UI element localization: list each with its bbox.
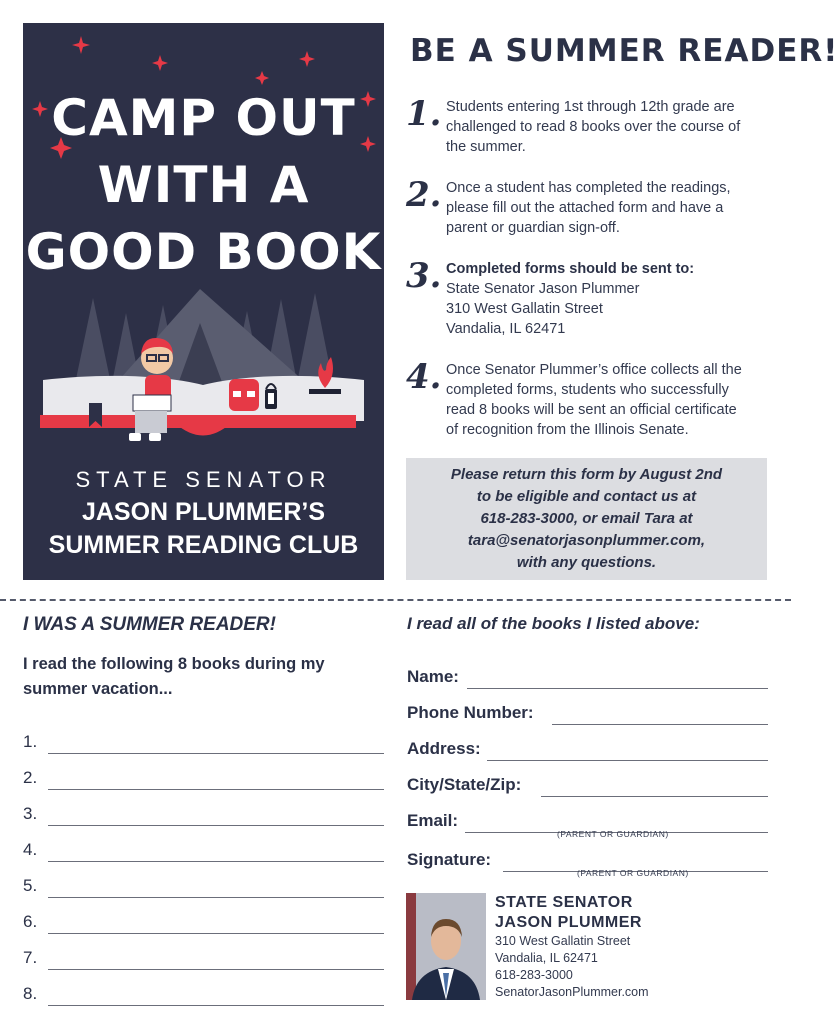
signature-hint: (PARENT OR GUARDIAN)	[577, 868, 689, 878]
contact-address: 310 West Gallatin Street	[495, 934, 631, 948]
step-number: 2.	[406, 175, 442, 215]
book-title-field[interactable]	[48, 825, 384, 826]
contact-name-line: STATE SENATOR	[495, 894, 633, 911]
name-row	[407, 667, 768, 691]
confirmation-title: I read all of the books I listed above:	[407, 614, 700, 633]
phone-row	[407, 703, 768, 727]
notice-line: to be eligible and contact us at	[476, 488, 697, 505]
poster-club-line: JASON PLUMMER’S	[81, 498, 326, 526]
address-label: Address:	[407, 739, 481, 758]
book-title-field[interactable]	[48, 861, 384, 862]
address-field[interactable]	[487, 760, 768, 761]
poster-title-line: GOOD BOOK	[25, 223, 382, 281]
poster-title-line: CAMP OUT	[51, 89, 356, 147]
book-title-field[interactable]	[48, 789, 384, 790]
step-number: 4.	[406, 357, 442, 397]
book-entry-line[interactable]	[23, 876, 384, 900]
notice-line: with any questions.	[516, 554, 657, 571]
senator-contact	[495, 893, 775, 1001]
poster-senator-line: STATE SENATOR	[75, 467, 332, 492]
city-row	[407, 775, 768, 799]
book-number: 4.	[23, 840, 38, 859]
book-number: 6.	[23, 912, 38, 931]
book-entry-line[interactable]	[23, 840, 384, 864]
poster-title-line: WITH A	[97, 156, 310, 214]
star-icon	[72, 36, 90, 54]
contact-website[interactable]: SenatorJasonPlummer.com	[495, 985, 649, 999]
phone-field[interactable]	[552, 724, 768, 725]
cut-line-divider	[0, 599, 791, 601]
book-number: 2.	[23, 768, 38, 787]
star-icon	[255, 71, 269, 85]
book-number: 5.	[23, 876, 38, 895]
reader-section-subtitle: I read the following 8 books during my summer vacation...	[23, 655, 325, 698]
book-number: 1.	[23, 732, 38, 751]
step-text: Completed forms should be sent to: State Senator Jason Plummer 310 West Gallatin Street Vandalia, IL 62471	[446, 261, 695, 337]
book-title-field[interactable]	[48, 969, 384, 970]
backpack-icon	[229, 379, 259, 411]
poster	[23, 23, 384, 580]
book-entry-line[interactable]	[23, 804, 384, 828]
book-entry-line[interactable]	[23, 732, 384, 756]
book-number: 3.	[23, 804, 38, 823]
senator-portrait	[406, 893, 486, 1000]
notice-line: tara@senatorjasonplummer.com,	[467, 532, 706, 549]
signature-label: Signature:	[407, 850, 492, 869]
city-state-zip-label: City/State/Zip:	[407, 775, 522, 794]
notice-line: 618-283-3000, or email Tara at	[480, 510, 693, 527]
book-entry-line[interactable]	[23, 948, 384, 972]
book-number: 7.	[23, 948, 38, 967]
return-notice-box	[406, 458, 767, 580]
contact-phone: 618-283-3000	[495, 968, 573, 982]
step-number: 1.	[406, 94, 442, 134]
address-row	[407, 739, 768, 763]
book-number: 8.	[23, 984, 38, 1003]
book-entry-line[interactable]	[23, 912, 384, 936]
book-title-field[interactable]	[48, 933, 384, 934]
star-icon	[299, 51, 315, 67]
page-heading: BE A SUMMER READER!	[410, 33, 838, 69]
step-text: Once Senator Plummer’s office collects all the completed forms, students who successfully read 8 books will be sent an official certificate of recognition from the Illinois Senate.	[446, 362, 742, 438]
step-text: Students entering 1st through 12th grade are challenged to read 8 books over the course of the summer.	[446, 99, 741, 155]
step-bold-text: Completed forms should be sent to:	[446, 261, 695, 277]
reader-section-title: I WAS A SUMMER READER!	[23, 614, 276, 635]
step-number: 3.	[406, 256, 442, 296]
contact-name-line: JASON PLUMMER	[495, 914, 642, 931]
contact-city: Vandalia, IL 62471	[495, 951, 598, 965]
city-state-zip-field[interactable]	[541, 796, 768, 797]
step-text: Once a student has completed the readings, please fill out the attached form and have a parent or guardian sign-off.	[446, 180, 731, 236]
book-title-field[interactable]	[48, 753, 384, 754]
name-field[interactable]	[467, 688, 768, 689]
book-entry-line[interactable]	[23, 984, 384, 1008]
email-hint: (PARENT OR GUARDIAN)	[557, 829, 669, 839]
name-label: Name:	[407, 667, 459, 686]
notice-line: Please return this form by August 2nd	[450, 466, 723, 483]
star-icon	[152, 55, 168, 71]
email-label: Email:	[407, 811, 459, 830]
book-title-field[interactable]	[48, 897, 384, 898]
phone-label: Phone Number:	[407, 703, 534, 722]
poster-club-line: SUMMER READING CLUB	[48, 531, 359, 559]
book-entry-line[interactable]	[23, 768, 384, 792]
book-title-field[interactable]	[48, 1005, 384, 1006]
